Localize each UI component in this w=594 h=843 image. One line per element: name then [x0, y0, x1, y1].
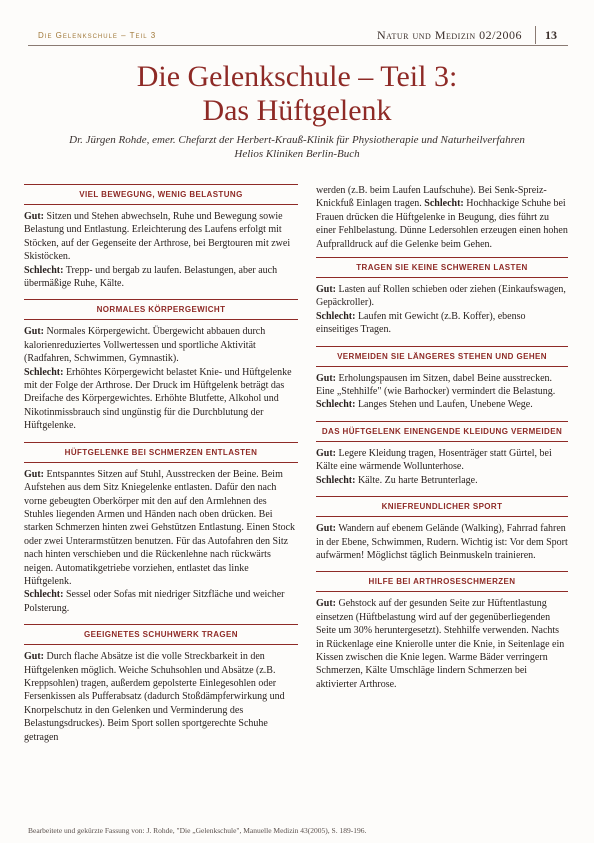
section-heading: VERMEIDEN SIE LÄNGERES STEHEN UND GEHEN: [316, 346, 568, 367]
gut-paragraph: [316, 447, 568, 474]
header-series-title: Die Gelenkschule – Teil 3: [38, 31, 157, 40]
tip-section: [316, 257, 568, 337]
schlecht-text: Langes Stehen und Laufen, Unebene Wege.: [357, 399, 533, 411]
tip-section: [316, 346, 568, 412]
title-line-2: Das Hüftgelenk: [202, 94, 392, 127]
gut-paragraph: [316, 283, 568, 310]
running-header: [28, 27, 568, 46]
schlecht-label: Schlecht:: [424, 198, 464, 210]
schlecht-paragraph: [316, 310, 568, 337]
gut-paragraph: [24, 468, 298, 589]
schlecht-label: Schlecht:: [24, 589, 64, 601]
schlecht-paragraph: [24, 264, 298, 291]
continued-text: werden (z.B. beim Laufen Laufschuhe). Bei Senk-Spreiz-Knickfuß Einlagen tragen.: [316, 185, 547, 210]
section-heading: DAS HÜFTGELENK EINENGENDE KLEIDUNG VERMEIDEN: [316, 421, 568, 442]
gut-text: Normales Körpergewicht. Übergewicht abbauen durch kalorienreduziertes Vollwertessen und sportliche Aktivität (Radfahren, Schwimmen, Gymnastik).: [24, 326, 266, 365]
gut-label: Gut:: [24, 211, 44, 222]
section-heading: GEEIGNETES SCHUHWERK TRAGEN: [24, 624, 298, 645]
gut-text: Wandern auf ebenem Gelände (Walking), Fahrrad fahren in der Ebene, Schwimmen, Rudern. Wichtig ist: Vor dem Sport aufwärmen! Möglichst täglich Beinmuskeln trainieren.: [316, 523, 568, 561]
gut-text: Entspanntes Sitzen auf Stuhl, Ausstrecken der Beine. Beim Aufstehen aus dem Sitz Kniegelenke entlasten. Dafür den nach vorne gebeugten Oberkörper mit den auf den Armlehnen des Stuhles liegenden Armen und Händen nach oben drücken. Bei starken Schmerzen hinten zwei Gehstützen Entlastung. Einen Stock oder zwei Unterarmstützen benutzen. Für das Autofahren den Sitz nach hinten verschieben und die Rückenlehne nach rückwärts neigen. Automatikgetriebe vorziehen, entlastet das linke Hüftgelenk.: [24, 468, 296, 587]
schlecht-paragraph: [316, 398, 568, 411]
schlecht-label: Schlecht:: [24, 264, 64, 276]
section-heading: KNIEFREUNDLICHER SPORT: [316, 496, 568, 517]
gut-label: Gut:: [24, 468, 44, 480]
gut-text: Lasten auf Rollen schieben oder ziehen (Einkaufswagen, Gepäckroller).: [316, 284, 566, 309]
section-heading: NORMALES KÖRPERGEWICHT: [24, 299, 298, 320]
schlecht-label: Schlecht:: [24, 366, 64, 378]
left-column: [24, 184, 298, 753]
schlecht-label: Schlecht:: [316, 474, 356, 486]
schlecht-text: Laufen mit Gewicht (z.B. Koffer), ebenso einseitiges Tragen.: [316, 310, 526, 336]
gut-label: Gut:: [24, 651, 44, 663]
gut-text: Legere Kleidung tragen, Hosenträger statt Gürtel, bei Kälte eine wärmende Wollunterhose.: [316, 447, 552, 473]
schlecht-label: Schlecht:: [316, 399, 356, 411]
schlecht-text: Trepp- und bergab zu laufen. Belastungen, aber auch übermäßige Ruhe, Kälte.: [24, 264, 278, 290]
source-footnote: Bearbeitete und gekürzte Fassung von: J. Rohde, "Die „Gelenkschule", Manuelle Medizin 43(2005), S. 189-196.: [28, 826, 367, 835]
gut-paragraph: [24, 650, 298, 744]
schlecht-text: Kälte. Zu harte Betrunterlage.: [357, 474, 478, 486]
tip-section: [24, 299, 298, 432]
tip-section: [316, 571, 568, 691]
gut-text: Durch flache Absätze ist die volle Streckbarkeit in den Hüftgelenken möglich. Weiche Schuhsohlen und Absätze (z.B. Kreppsohlen) tragen, außerdem gepolsterte Einlegesohlen oder Fersenkissen als Pufferabsatz (dadurch Stoßdämpferwirkung und Knorpelschutz in den Gelenken und Verminderung des Belastungsdruckes). Beim Sport sollen sportgerechte Schuhe getragen: [24, 651, 285, 743]
section-heading: HILFE BEI ARTHROSESCHMERZEN: [316, 571, 568, 592]
gut-label: Gut:: [316, 598, 336, 610]
schlecht-text: Sessel oder Sofas mit niedriger Sitzfläche und weicher Polsterung.: [24, 589, 285, 614]
gut-label: Gut:: [316, 284, 336, 296]
schlecht-paragraph: [24, 588, 298, 615]
tip-section: [24, 624, 298, 744]
gut-label: Gut:: [316, 447, 336, 459]
schlecht-paragraph: [316, 474, 568, 487]
gut-text: Sitzen und Stehen abwechseln, Ruhe und Bewegung sowie Belastung und Entlastung. Erleichterung des Laufens erfolgt mit Stöcken, auf der Gegenseite der Arthrose, bei Bergtouren mit zwei Skistöcken.: [24, 211, 291, 263]
gut-label: Gut:: [316, 372, 336, 384]
section-heading: TRAGEN SIE KEINE SCHWEREN LASTEN: [316, 257, 568, 278]
gut-label: Gut:: [24, 326, 44, 338]
schlecht-paragraph: [24, 366, 298, 433]
tip-section: [316, 421, 568, 487]
gut-text: Erholungspausen im Sitzen, dabel Beine ausstrecken. Eine „Stehhilfe" (wie Barhocker) vermindert die Belastung.: [316, 372, 556, 398]
gut-paragraph: [316, 372, 568, 399]
section-heading: HÜFTGELENKE BEI SCHMERZEN ENTLASTEN: [24, 442, 298, 463]
page-number: 13: [535, 26, 566, 44]
header-journal-issue: Natur und Medizin 02/2006: [376, 28, 522, 42]
page-title: [40, 60, 554, 128]
continued-paragraph: [316, 184, 568, 251]
gut-paragraph: [316, 597, 568, 691]
schlecht-text: Hochhackige Schuhe bei Frauen drücken die Hüftgelenke in Beugung, dies führt zu einer Fehlbelastung. Dünne Ledersohlen erzeugen einen hohen Aufpralldruck auf die Gelenke beim Gehen.: [316, 198, 568, 250]
gut-paragraph: [316, 522, 568, 562]
gut-label: Gut:: [316, 523, 336, 535]
section-heading: VIEL BEWEGUNG, WENIG BELASTUNG: [24, 184, 298, 205]
author-line: Dr. Jürgen Rohde, emer. Chefarzt der Herbert-Krauß-Klinik für Physiotherapie und Naturheilverfahren Helios Kliniken Berlin-Buch: [69, 134, 525, 160]
tip-section: [24, 442, 298, 615]
tip-section: [316, 496, 568, 562]
right-column: [316, 184, 568, 700]
schlecht-text: Erhöhtes Körpergewicht belastet Knie- und Hüftgelenke mit der Folge der Arthrose. Der Druck im Hüftgelenk beträgt das Dreifache des Körpergewichtes. Erhöhte Blutfette, Alkohol und Nikotinmissbrauch sind ungünstig für die Durchblutung der Hüftgelenke.: [24, 366, 292, 432]
title-line-1: Die Gelenkschule – Teil 3:: [136, 60, 458, 93]
gut-paragraph: [24, 210, 298, 264]
gut-paragraph: [24, 325, 298, 365]
gut-text: Gehstock auf der gesunden Seite zur Hüftentlastung einsetzen (Hüftbelastung wird auf der gegenüberliegenden Seite um 30% heruntergesetzt). Stehhilfe verwenden. Nachts in Rückenlage eine Knierolle unter die Knie, in Seitenlage ein Kissen zwischen die Knie legen. Warme Bäder verringern Schmerzen, Kälte Umschläge lindern Schmerzen bei aktivierter Arthrose.: [316, 598, 565, 690]
tip-section: [24, 184, 298, 290]
schlecht-label: Schlecht:: [316, 310, 356, 322]
